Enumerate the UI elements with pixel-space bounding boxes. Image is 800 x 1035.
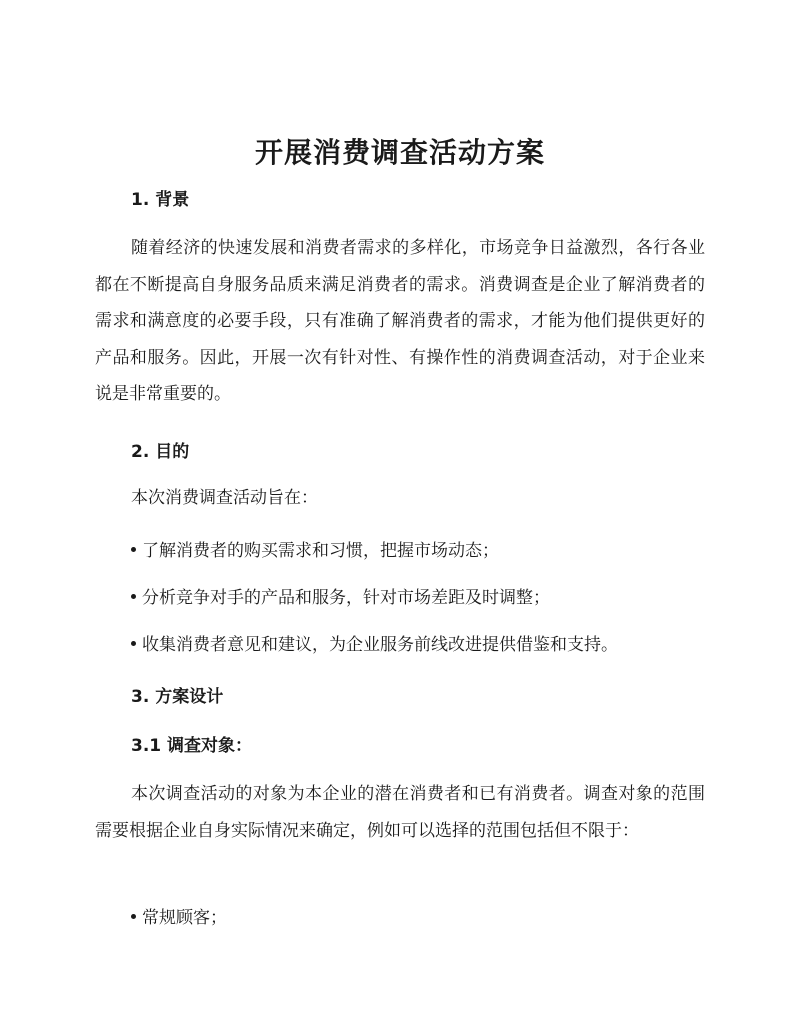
document-title: 开展消费调查活动方案	[254, 136, 545, 169]
list-item	[131, 633, 618, 657]
list-item-text: 了解消费者的购买需求和习惯，把握市场动态；	[142, 541, 499, 561]
list-item	[131, 906, 227, 930]
bullet-icon	[131, 641, 136, 646]
list-item-text: 常规顾客；	[142, 908, 227, 928]
targets-paragraph: 本次调查活动的对象为本企业的潜在消费者和已有消费者。调查对象的范围需要根据企业自身实际情况来确定，例如可以选择的范围包括但不限于：	[95, 784, 705, 841]
section-heading-background: 1. 背景	[131, 190, 190, 210]
purpose-intro: 本次消费调查活动旨在：	[131, 488, 318, 508]
subsection-heading-targets: 3.1 调查对象：	[131, 736, 253, 756]
section-heading-design: 3. 方案设计	[131, 687, 224, 707]
list-item	[131, 586, 550, 610]
list-item	[131, 539, 499, 563]
bullet-icon	[131, 547, 136, 552]
list-item-text: 分析竞争对手的产品和服务，针对市场差距及时调整；	[142, 588, 550, 608]
section-heading-purpose: 2. 目的	[131, 442, 190, 462]
list-item-text: 收集消费者意见和建议，为企业服务前线改进提供借鉴和支持。	[142, 635, 618, 655]
background-paragraph: 随着经济的快速发展和消费者需求的多样化，市场竞争日益激烈，各行各业都在不断提高自身服务品质来满足消费者的需求。消费调查是企业了解消费者的需求和满意度的必要手段，只有准确了解消费者的需求，才能为他们提供更好的产品和服务。因此，开展一次有针对性、有操作性的消费调查活动，对于企业来说是非常重要的。	[95, 238, 705, 404]
bullet-icon	[131, 914, 136, 919]
bullet-icon	[131, 594, 136, 599]
